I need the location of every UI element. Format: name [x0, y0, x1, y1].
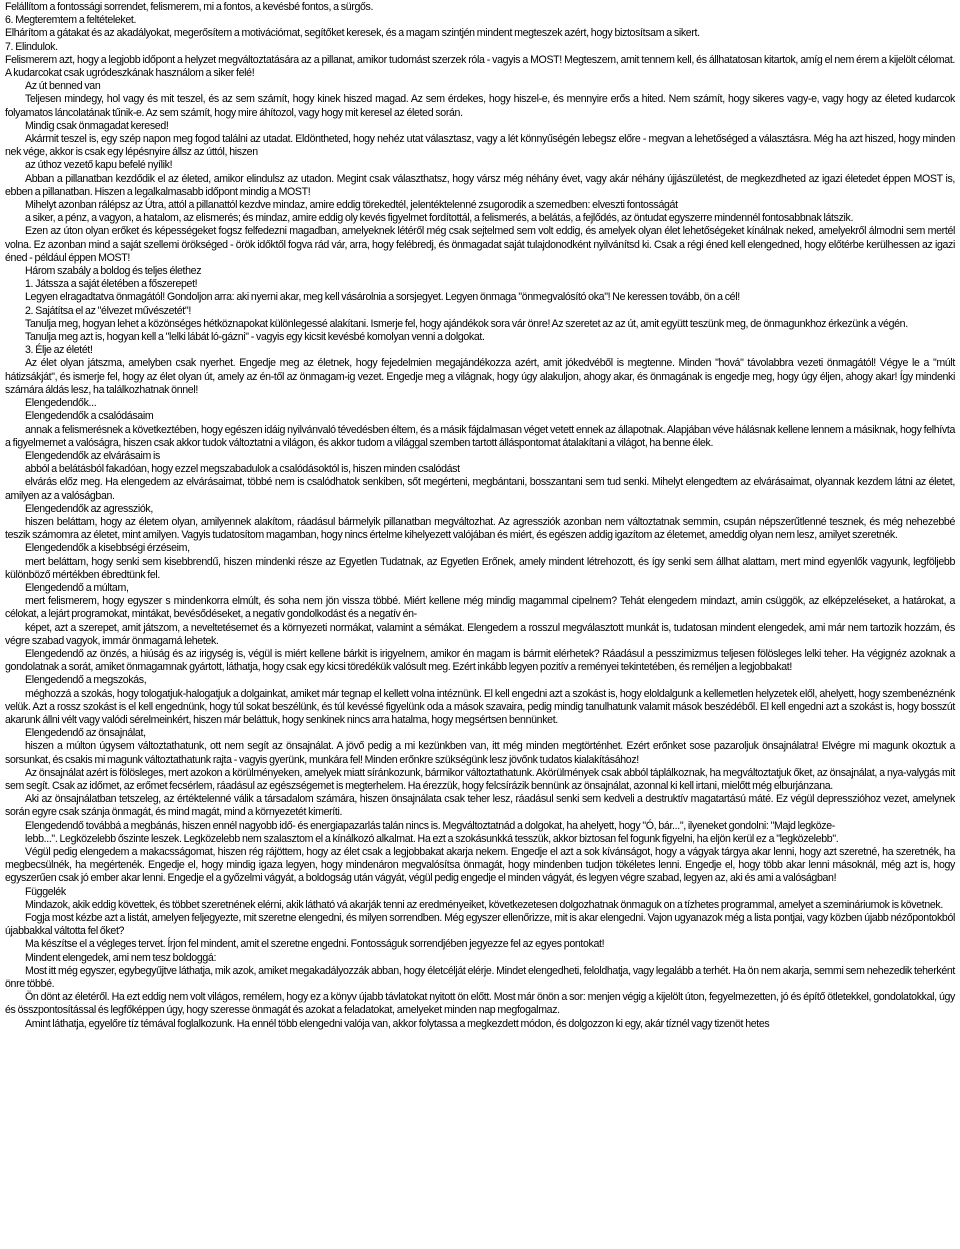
paragraph: mert felismerem, hogy egyszer s mindenkorra elmúlt, és soha nem jön vissza többé. Miért kellene még mindig magammal cipelnem? Tehát elengedem mindazt, amin csüggök, az elképzeléseket, a határokat, a célokat, a lejárt programokat, mintákat, bevésődéseket, a negatív gondolkodást és a negatív én- — [5, 595, 955, 621]
paragraph: Az út benned van — [25, 80, 101, 93]
document-body — [5, 1, 955, 1031]
paragraph: elvárás előz meg. Ha elengedem az elvárásaimat, többé nem is csalódhatok senkiben, sőt megérteni, megbántani, bosszantani sem tud senki. Mihelyt elengedtem az elvárásaimat, olyannak kezdem látni az életet, amilyen az a valóságban. — [5, 476, 955, 502]
paragraph: annak a felismerésnek a következtében, hogy egészen idáig nyilvánvaló tévedésben éltem, és a másik fájdalmasan véget vetett ennek az állapotnak. Alapjában véve hálásnak kellene lennem a másiknak, hogy felhívta a figyelmemet a valóságra, hiszen csak akkor tudok változtatni a világon, és akkor tudom a világgal szemben tartott álláspontomat átalakítani a világot, ha benne élek. — [5, 423, 955, 449]
paragraph: Fogja most kézbe azt a listát, amelyen feljegyezte, mit szeretne elengedni, és milyen sorrendben. Még egyszer ellenőrizze, mit is akar elengedni. Vajon ugyanazok még a lista pontjai, vagy közben újabb nézőpontokból újabbakkal váltotta fel őket? — [5, 912, 955, 938]
paragraph: Aki az önsajnálatban tetszeleg, az értéktelenné válik a társadalom számára, hiszen önsajnálata csak teher lesz, ráadásul senki sem kedveli a destruktív magatartású máté. Ez végül depresszióhoz vezet, amelynek során egyre csak szánja önmagát, és mind magát, mind a környezetét kimeríti. — [5, 793, 955, 819]
paragraph: Mindig csak önmagadat keresed! — [25, 119, 169, 132]
paragraph: Felállítom a fontossági sorrendet, felismerem, mi a fontos, a kevésbé fontos, a sürgős. — [5, 1, 374, 13]
paragraph: Ezen az úton olyan erőket és képességeket fogsz felfedezni magadban, amelyeknek létéről még csak sejtelmed sem volt eddig, és amelyek olyan élet lehetőségeket kínálnak neked, amelyekről álmodni sem mertél volna. Ez azonban mind a saját szellemi örökséged - örök időktől fogva rád vár, arra, hogy felébredj, és önmagadat saját tulajdonodként nyilvánítsd ki. Csak a régi éned kell elengedned, hogy előtérbe kerülhessen az igazi éned - például éppen MOST! — [5, 225, 955, 264]
paragraph: Most itt még egyszer, egybegyűjtve láthatja, mik azok, amiket megakadályozzák abban, hogy életcélját elérje. Mindet elengedheti, feloldhatja, vagy legalább a terhét. Ha ön nem akarja, semmi sem nehezedik teherként önre többé. — [5, 964, 955, 991]
paragraph: Végül pedig elengedem a makacsságomat, hiszen rég rájöttem, hogy az élet csak a legjobbakat akarja nekem. Engedje el azt a sok kívánságot, hogy a vágyak tárgya akar lenni, hogy azt szeretné, ha szeretnék, ha megbecsülnék, ha megértenék. Engedje el, hogy mindig igaza legyen, hogy mindenáron megvalósítsa önmagát, hogy mindenben tudjon tökéletes lenni. Engedje el, hogy több akar lenni másoknál, még azt is, hogy egyszerűen csak jó ember akar lenni. Engedje el a győzelmi vágyát, a boldogság után vágyát, végül pedig engedje el minden vágyát, és legyen végre szabad, legyen az, aki és ami a valóságban! — [5, 846, 955, 885]
paragraph: 1. Játssza a saját életében a főszerepet! — [25, 278, 198, 291]
paragraph: Tanulja meg, hogyan lehet a közönséges hétköznapokat különlegessé alakítani. Ismerje fel, hogy ajándékok sora vár önre! Az szeretet az az út, amit együtt teszünk meg, de önmagunkhoz érkezünk a végén. — [25, 317, 908, 330]
paragraph: a siker, a pénz, a vagyon, a hatalom, az elismerés; és mindaz, amire eddig oly kevés figyelmet fordítottál, a felismerés, a belátás, a fejlődés, az öntudat egyszerre mindennél fontosabbnak látszik. — [25, 212, 854, 225]
paragraph: 2. Sajátítsa el az "élvezet művészetét"! — [25, 304, 191, 317]
paragraph: Mindent elengedek, ami nem tesz boldoggá: — [25, 951, 217, 964]
paragraph: Elengedendők... — [25, 397, 97, 410]
paragraph: Amint láthatja, egyelőre tíz témával foglalkozunk. Ha ennél több elengedni valója van, akkor folytassa a megkezdett módon, és dolgozzon ki egy, akár tíznél vagy tizenöt hetes — [25, 1017, 770, 1030]
paragraph: 6. Megteremtem a feltételeket. — [5, 14, 137, 27]
paragraph: Akármit teszel is, egy szép napon meg fogod találni az utadat. Eldöntheted, hogy nehéz utat választasz, vagy a lét könnyűségén lebegsz előre - megvan a lehetőséged a választásra. Még ha azt hiszed, hogy minden nek vége, akkor is csak egy lépésnyire állsz az úttól, hiszen — [5, 133, 955, 159]
paragraph: Ön dönt az életéről. Ha ezt eddig nem volt világos, remélem, hogy ez a könyv újabb távlatokat nyitott ön előtt. Most már önön a sor: menjen végig a kijelölt úton, fegyelmezetten, jó és építő ötletekkel, gondolatokkal, úgy és összpontosítással és legfőképpen úgy, hogy szeresse önmagát és azokat a feladatokat, amelyeket minden nap megfogalmaz. — [5, 991, 955, 1017]
paragraph: Függelék — [25, 885, 66, 898]
paragraph: hiszen beláttam, hogy az életem olyan, amilyennek alakítom, ráadásul bármelyik pillanatban megváltozhat. Az agressziók azonban nem változtatnak semmin, csupán népszerűtlenné tesznek, és még nehezebbé teszik számomra az életet, mint amilyen. Vagyis tudatosítom magamban, hogy nincs értelme kihelyezett valójában és miért, és egészen addig igazítom az életemet, ameddig olyan nem lesz, amilyet szeretnék. — [5, 515, 955, 542]
paragraph: Abban a pillanatban kezdődik el az életed, amikor elindulsz az utadon. Megint csak választhatsz, hogy vársz még néhány évet, vagy akár néhány újjászületést, de megkezdheted az igazi életedet éppen MOST is, ebben a pillanatban. Hiszen a legalkalmasabb időpont mindig a MOST! — [5, 172, 955, 198]
paragraph: Teljesen mindegy, hol vagy és mit teszel, és az sem számít, hogy kinek hiszed magad. Az sem érdekes, hogy hiszel-e, és mennyire erős a hited. Nem számít, hogy sikeres vagy-e, vagy hogy az életed kudarcok folyamatos láncolatának tűnik-e. Az sem számít, hogy mire áhítozol, vagy hogy mit keresel az életed során. — [5, 93, 955, 119]
paragraph: Elengedendő az önsajnálat, — [25, 727, 146, 740]
paragraph: hiszen a múlton úgysem változtathatunk, ott nem segít az önsajnálat. A jövő pedig a mi kezünkben van, itt még minden megtörténhet. Ezért erőnket sose pazaroljuk önsajnálatra! Elvégre mi magunk okoztuk a sorsunkat, és csakis mi magunk változtathatunk rajta - vagyis gyerünk, munkára fel! Minden erőnkre szükségünk lesz jövőnk tudatos kialakításához! — [5, 740, 955, 766]
paragraph: Tanulja meg azt is, hogyan kell a "lelki lábát ló-gázni" - vagyis egy kicsit kevésbé komolyan venni a dolgokat. — [25, 331, 485, 344]
paragraph: Elengedendők az agressziók, — [25, 502, 153, 515]
paragraph: Ma készítse el a végleges tervet. Írjon fel mindent, amit el szeretne engedni. Fontosságuk sorrendjében jegyezze fel az egyes pontokat! — [25, 938, 605, 951]
paragraph: Elhárítom a gátakat és az akadályokat, megerősítem a motivációmat, segítőket keresek, és a magam szintjén mindent megteszek azért, hogy biztosítsam a sikert. — [5, 27, 700, 40]
paragraph: mert beláttam, hogy senki sem kisebbrendű, hiszen mindenki része az Egyetlen Tudatnak, az Egyetlen Erőnek, amely mindent létrehozott, és így senki sem állhat alattam, mert mind egyenlők vagyunk, legföljebb különböző mértékben ébredtünk fel. — [5, 555, 955, 581]
paragraph: Felismerem azt, hogy a legjobb időpont a helyzet megváltoztatására az a pillanat, amikor tudomást szerzek róla - vagyis a MOST! Megteszem, amit tennem kell, és állhatatosan kitartok, amíg el nem érem a kijelölt célomat. A kudarcokat csak ugródeszkának használom a siker felé! — [5, 53, 955, 80]
paragraph: Elengedendő az önzés, a hiúság és az irigység is, végül is miért kellene bárkit is irigyelnem, amikor én magam is bármit elérhetek? Ráadásul a pesszimizmus teljesen fölösleges lelki teher. Ha végignéz azoknak a gondolatnak a sorát, amiket önmagamnak gyártott, láthatja, hogy csak egy kicsi töredékük valósult meg. Ezért inkább legyen pozitív a reményei tekintetében, és reméljen a legjobbakat! — [5, 647, 955, 674]
paragraph: Mindazok, akik eddig követtek, és többet szeretnének elérni, akik látható vá akarják tenni az eredményeiket, következetesen dolgozhatnak önmaguk on a tízhetes programmal, amelyet a szemináriumok is követnek. — [25, 898, 943, 911]
paragraph: Elengedendő a megszokás, — [25, 674, 147, 687]
paragraph: lebb...". Legközelebb őszinte leszek. Legközelebb nem szalasztom el a kínálkozó alkalmat. Ha ezt a szokásunkká tesszük, akkor biztosan fel fogunk figyelni, ha eljön kerül ez a "legközelebb". — [25, 832, 839, 845]
paragraph: Legyen elragadtatva önmagától! Gondoljon arra: aki nyerni akar, meg kell vásárolnia a sorsjegyet. Legyen önmaga "önmegvalósító oka"! Ne keressen tovább, ön a cél! — [25, 291, 740, 304]
paragraph: az úthoz vezető kapu befelé nyílik! — [25, 159, 173, 172]
paragraph: Három szabály a boldog és teljes élethez — [25, 265, 202, 278]
paragraph: képet, azt a szerepet, amit játszom, a neveltetésemet és a környezeti normákat, valamint a sémákat. Elengedem a rosszul megválasztott munkát is, tudatosan mindent elengedek, ami már nem tartozik hozzám, és végre szabad vagyok, immár önmagamá lehetek. — [5, 621, 955, 647]
paragraph: Elengedendők az elvárásaim is — [25, 449, 160, 462]
paragraph: Elengedendők a kisebbségi érzéseim, — [25, 542, 190, 555]
paragraph: Az élet olyan játszma, amelyben csak nyerhet. Engedje meg az életnek, hogy fejedelmien megajándékozza azért, amit jókedvéből is megtenne. Minden "hová" távolabbra vezeti önmagától! Végye le a "múlt hátizsákját", és ismerje fel, hogy az élet olyan út, amely az én-től az önmagam-ig vezet. Engedje meg a világnak, hogy úgy alakuljon, ahogy akar, és önmagának is engedje meg, hogy úgy éljen, ahogy akar! Így mindenki számára áldás lesz, ha találkozhatnak önnel! — [5, 357, 955, 396]
paragraph: Az önsajnálat azért is fölösleges, mert azokon a körülményeken, amelyek miatt síránkozunk, bármikor változtathatunk. Akörülmények csak abból táplálkoznak, ha megváltoztatjuk őket, az önsajnálat, a nya-valygás mit sem segít. Csak az időmet, az erőmet fecsérlem, ráadásul az egészségemet is megterhelem. Ha érezzük, hogy felcsírázik bennünk az önsajnálat, azonnal ki kell irtani, mielőtt még elburjánzana. — [5, 766, 955, 792]
paragraph: 3. Élje az életét! — [25, 344, 93, 357]
paragraph: Mihelyt azonban rálépsz az Útra, attól a pillanattól kezdve mindaz, amire eddig törekedtél, jelentéktelenné zsugorodik a szemedben: elveszti fontosságát — [25, 199, 678, 212]
paragraph: abból a belátásból fakadóan, hogy ezzel megszabadulok a csalódásoktól is, hiszen minden csalódást — [25, 463, 460, 476]
paragraph: méghozzá a szokás, hogy tologatjuk-halogatjuk a dolgainkat, amiket már tegnap el kellett volna intéznünk. El kell engedni azt a szokást is, hogy eloldalgunk a kellemetlen helyzetek elől, ahelyett, hogy szembenéznénk velük. Azt a rossz szokást is el kell engednünk, hogy túl sokat beszélünk, és túl kevéssé figyelünk oda a mások szavaira, pedig mindig tanulhatunk valamit mások beszédéből. El kell engedni azt a szokást is, hogy bosszút akarunk állni vélt vagy valódi sérelmeinkért, hiszen már beláttuk, hogy senkinek nincs arra hatalma, hogy megsértsen bennünket. — [5, 687, 955, 726]
paragraph: Elengedendők a csalódásaim — [25, 410, 154, 423]
paragraph: Elengedendő továbbá a megbánás, hiszen ennél nagyobb idő- és energiapazarlás talán nincs is. Megváltoztatnád a dolgokat, ha ahelyett, hogy "Ó, bár...", ilyeneket gondolni: "Majd legköze- — [25, 819, 835, 832]
paragraph: 7. Elindulok. — [5, 40, 58, 53]
paragraph: Elengedendő a múltam, — [25, 581, 129, 594]
